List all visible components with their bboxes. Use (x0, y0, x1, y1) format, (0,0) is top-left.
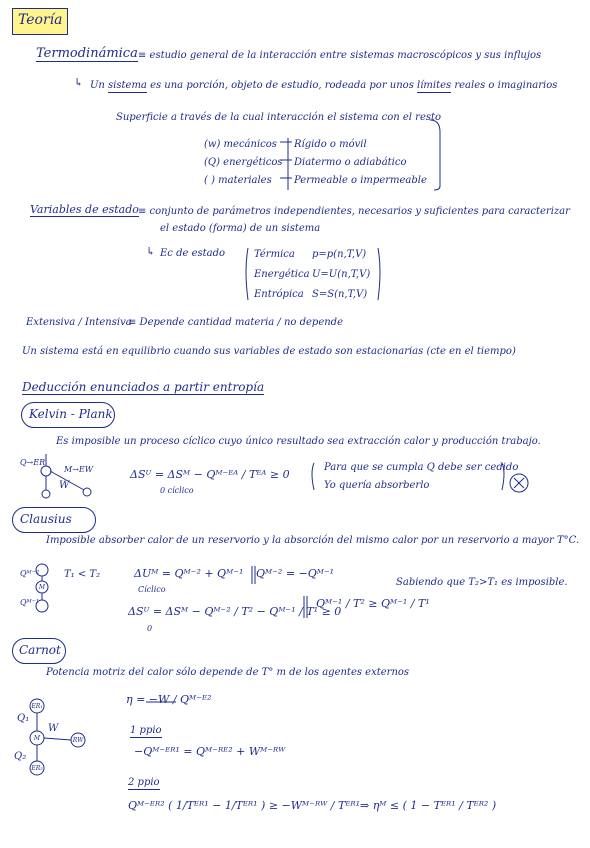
carnot-text: Potencia motriz del calor sólo depende de T° m de los agentes externos (46, 667, 410, 678)
ec-bracket-right (378, 248, 380, 300)
clausius-conclusion: Sabiendo que T₂>T₁ es imposible. (396, 577, 568, 588)
page-title: Teoría (18, 12, 63, 28)
kelvin-ciclico: 0 cíclico (160, 486, 194, 495)
carnot-er1-label: ER₁ (31, 703, 43, 710)
clausius-text: Imposible absorber calor de un reservorio y la absorción del mismo calor por un reservorio a mayor T°C. (46, 535, 580, 546)
carnot-ppio-2: 2 ppio (128, 777, 160, 788)
carnot-w: W (48, 723, 59, 734)
ec-row-right: S=S(n,T,V) (312, 289, 368, 300)
clausius-zero: 0 (147, 624, 153, 633)
kelvin-w-label: W (59, 480, 70, 491)
kelvin-text: Es imposible un proceso cíclico cuyo único resultado sea extracción calor y producción trabajo. (56, 436, 541, 447)
term-termodinamica: Termodinámica (36, 46, 138, 61)
ec-row-left: Energética (254, 269, 310, 280)
carnot-q2: Q₂ (14, 751, 27, 762)
variables-definition: ≡ conjunto de parámetros independientes, necesarios y suficientes para caracterizar (138, 206, 570, 217)
carnot-eq1: −Qᴹ⁻ᴱᴿ¹ = Qᴹ⁻ᴿᴱ² + Wᴹ⁻ᴿᵂ (134, 745, 286, 758)
sistema-sentence: Un sistema es una porción, objeto de estudio, rodeada por unos límites reales o imaginarios (90, 80, 558, 91)
clausius-reservoir-t1 (36, 600, 48, 612)
superficie-text: Superficie a través de la cual interacción el sistema con el resto (116, 112, 442, 123)
ec-row-left: Térmica (254, 249, 295, 260)
clausius-cond: T₁ < T₂ (64, 569, 101, 580)
variables-definition-2: el estado (forma) de un sistema (160, 223, 321, 234)
term-variables-estado: Variables de estado (30, 203, 139, 216)
kelvin-top-label: Q→ER (20, 458, 46, 467)
arrow-icon: ↳ (146, 245, 156, 258)
limit-row-left: (Q) energéticos (204, 157, 283, 168)
carnot-rw-label: RW (72, 737, 84, 744)
carnot-er2-label: ER₂ (31, 765, 43, 772)
clausius-name: Clausius (20, 512, 72, 526)
termo-definition: ≡ estudio general de la interacción entre sistemas macroscópicos y sus influjos (138, 50, 542, 61)
clausius-eq2: ΔSᵁ = ΔSᴹ − Qᴹ⁻² / T² − Qᴹ⁻¹ / T¹ ≥ 0 (128, 605, 342, 618)
carnot-eta: η = −W / Qᴹ⁻ᴱ² (126, 693, 212, 706)
clausius-eq1b: Qᴹ⁻² = −Qᴹ⁻¹ (256, 567, 335, 580)
ec-row-right: U=U(n,T,V) (312, 269, 371, 280)
kelvin-name: Kelvin - Plank (29, 407, 113, 421)
carnot-name: Carnot (19, 643, 61, 657)
kelvin-mid-label: M→EW (64, 465, 93, 474)
carnot-q1: Q₁ (17, 713, 30, 724)
carnot-result: ⇒ ηᴹ ≤ ( 1 − Tᴱᴿ¹ / Tᴱᴿ² ) (360, 799, 497, 812)
arrow-icon: ↳ (74, 76, 84, 89)
limit-row-right: Permeable o impermeable (294, 175, 427, 186)
extensiva-definition: ≡ Depende cantidad materia / no depende (128, 317, 343, 328)
deduccion-title: Deducción enunciados a partir entropía (22, 380, 265, 394)
limit-row-left: ( ) materiales (204, 175, 272, 186)
clausius-q2-label: Qᴹ⁻² (20, 569, 40, 578)
clausius-eq1: ΔUᴹ = Qᴹ⁻² + Qᴹ⁻¹ (134, 567, 244, 580)
kelvin-cond-2: Yo quería absorberlo (324, 480, 430, 491)
kelvin-reservoir-node (41, 466, 51, 476)
kelvin-cond-1: Para que se cumpla Q debe ser cedido (324, 462, 519, 473)
clausius-q1-label: Qᴹ⁻¹ (20, 598, 40, 607)
carnot-eq2: Qᴹ⁻ᴱᴿ² ( 1/Tᴱᴿ¹ − 1/Tᴱᴿ¹ ) ≥ −Wᴹ⁻ᴿᵂ / Tᴱᴿ¹ (128, 799, 361, 812)
limit-row-right: Diatermo o adiabático (294, 157, 407, 168)
extensiva-term: Extensiva / Intensiva (26, 317, 132, 328)
limit-row-left: (w) mecánicos (204, 139, 277, 150)
ec-bracket-left (246, 248, 248, 300)
carnot-ppio-1: 1 ppio (130, 725, 162, 736)
clausius-eq2b: Qᴹ⁻¹ / T² ≥ Qᴹ⁻¹ / T¹ (316, 597, 430, 610)
ec-row-left: Entrópica (254, 289, 304, 300)
kelvin-equation: ΔSᵁ = ΔSᴹ − Qᴹ⁻ᴱᴬ / Tᴱᴬ ≥ 0 (130, 468, 290, 481)
clausius-m-label: M (38, 584, 46, 591)
equilibrio-text: Un sistema está en equilibrio cuando sus variables de estado son estacionarias (cte en el tiempo) (22, 346, 516, 357)
clausius-ciclico: Cíclico (138, 585, 166, 594)
ec-estado: Ec de estado (160, 248, 226, 259)
carnot-m-label: M (33, 735, 41, 742)
clausius-reservoir-t2 (36, 564, 48, 576)
limits-bracket-right (430, 120, 440, 190)
limit-row-right: Rígido o móvil (294, 139, 367, 150)
ec-row-right: p=p(n,T,V) (312, 249, 367, 260)
